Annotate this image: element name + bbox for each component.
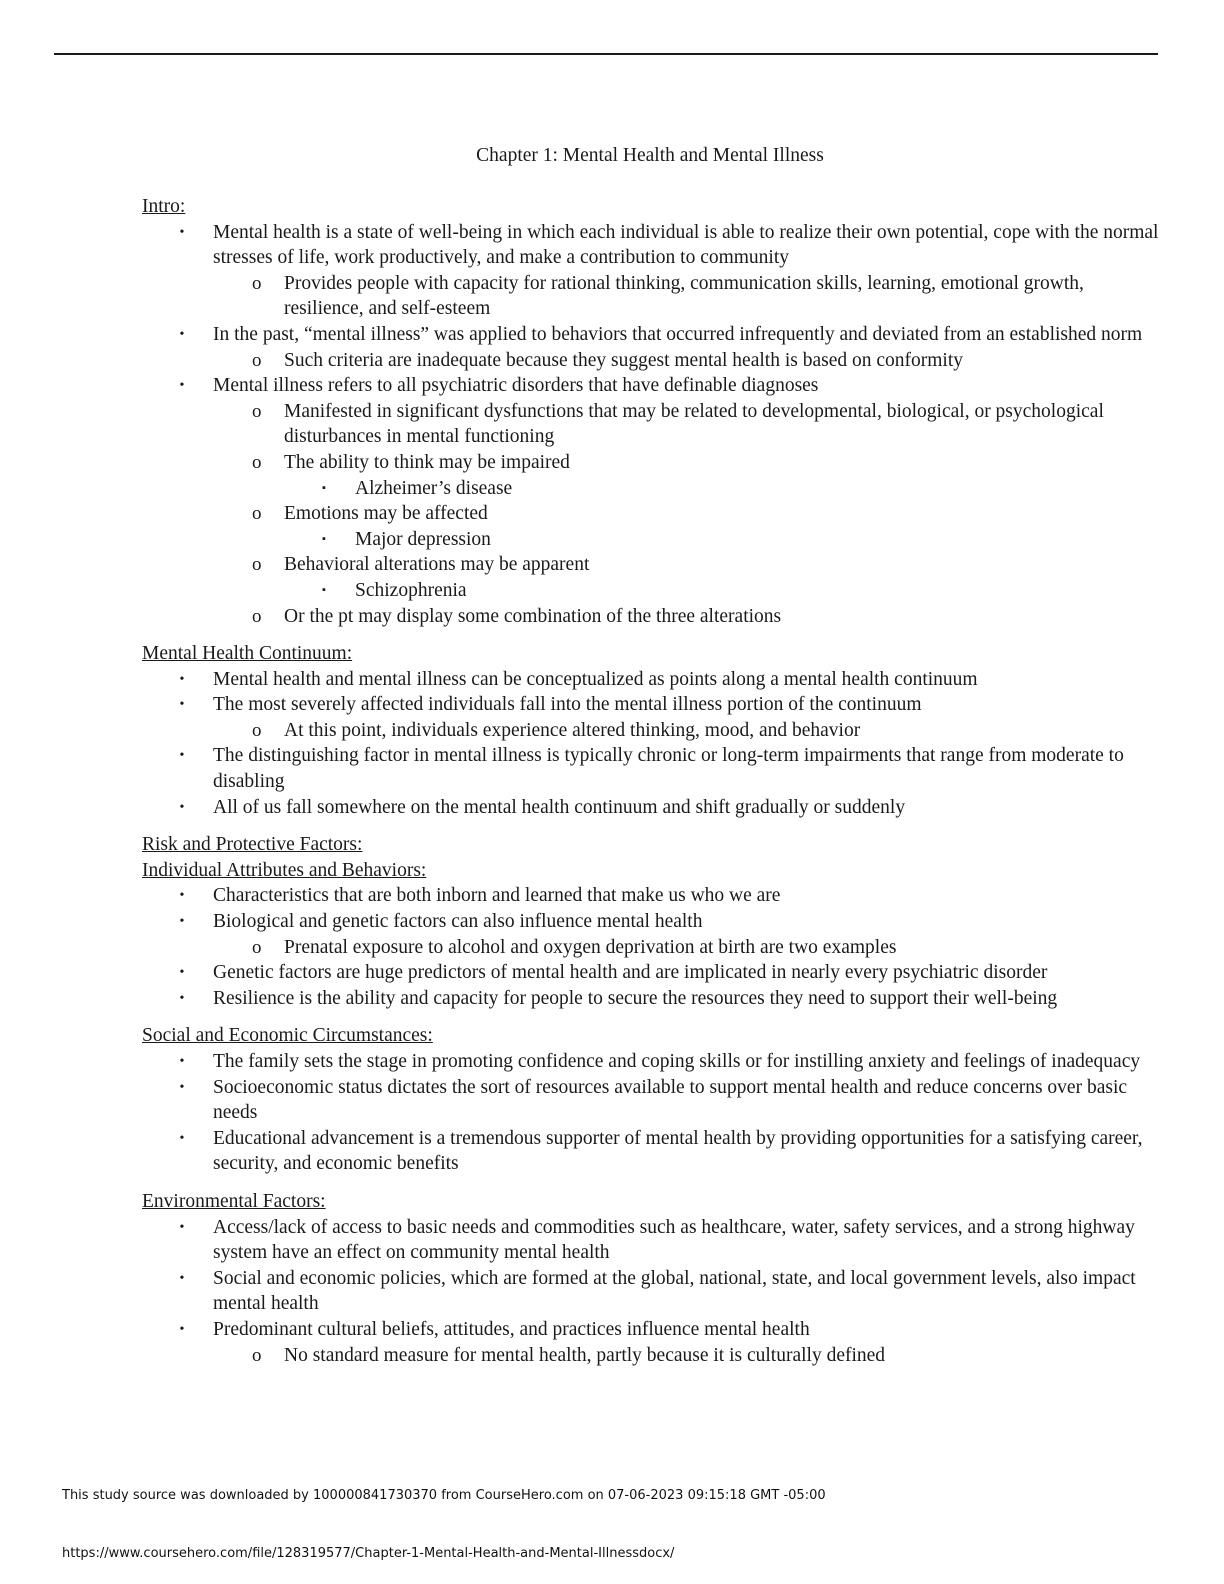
list-item-text: Access/lack of access to basic needs and commodities such as healthcare, water, safety services, and a strong highway system have an effect on community mental health bbox=[213, 1216, 1135, 1264]
bullet-icon: • bbox=[179, 748, 185, 764]
list-item bbox=[142, 220, 1162, 322]
bullet-icon: • bbox=[179, 378, 185, 394]
list-item-text: Social and economic policies, which are formed at the global, national, state, and local government levels, also impact mental health bbox=[213, 1267, 1136, 1315]
bullet-icon: • bbox=[179, 697, 185, 713]
bullet-icon: o bbox=[252, 1344, 262, 1366]
list-item-text: At this point, individuals experience altered thinking, mood, and behavior bbox=[284, 719, 861, 741]
list-item-text: Predominant cultural beliefs, attitudes, and practices influence mental health bbox=[213, 1318, 810, 1340]
list-item bbox=[142, 1126, 1162, 1177]
list-item bbox=[142, 667, 1162, 693]
bullet-list-level-2 bbox=[213, 1343, 1162, 1369]
bullet-icon: • bbox=[179, 1321, 185, 1337]
bullet-icon: • bbox=[179, 1270, 185, 1286]
bullet-list-level-3 bbox=[284, 527, 1162, 553]
list-item bbox=[284, 476, 1162, 502]
list-item bbox=[284, 578, 1162, 604]
bullet-icon: • bbox=[179, 888, 185, 904]
list-item-text: Provides people with capacity for rational thinking, communication skills, learning, emotional growth, resilience, and self-esteem bbox=[284, 272, 1084, 320]
header-rule bbox=[54, 53, 1158, 55]
list-item bbox=[142, 795, 1162, 821]
list-item-text: Mental health and mental illness can be conceptualized as points along a mental health continuum bbox=[213, 668, 978, 690]
list-item-text: Schizophrenia bbox=[355, 579, 467, 601]
list-item bbox=[142, 373, 1162, 629]
document-body bbox=[142, 194, 1162, 1368]
bullet-icon: o bbox=[252, 554, 262, 576]
bullet-icon: • bbox=[179, 965, 185, 981]
list-item-text: Socioeconomic status dictates the sort of resources available to support mental health and reduce concerns over basic needs bbox=[213, 1076, 1128, 1124]
bullet-list-level-3 bbox=[284, 578, 1162, 604]
bullet-list-level-2 bbox=[213, 935, 1162, 961]
list-item-text: Or the pt may display some combination of the three alterations bbox=[284, 605, 782, 627]
download-note: This study source was downloaded by 100000841730370 from CourseHero.com on 07-06-2023 09:15:18 GMT -05:00 bbox=[62, 1488, 826, 1503]
list-item-text: Genetic factors are huge predictors of mental health and are implicated in nearly every psychiatric disorder bbox=[213, 962, 1048, 984]
list-item-text: The most severely affected individuals fall into the mental illness portion of the continuum bbox=[213, 694, 922, 716]
bullet-icon: o bbox=[252, 349, 262, 371]
list-item-text: Resilience is the ability and capacity for people to secure the resources they need to support their well-being bbox=[213, 987, 1058, 1009]
list-item bbox=[213, 501, 1162, 552]
list-item-text: Mental health is a state of well-being in which each individual is able to realize their own potential, cope with the normal stresses of life, work productively, and make a contribution to community bbox=[213, 221, 1159, 269]
list-item bbox=[213, 935, 1162, 961]
list-item bbox=[213, 348, 1162, 374]
list-item bbox=[142, 1317, 1162, 1368]
bullet-list-level-1 bbox=[142, 667, 1162, 821]
bullet-list-level-2 bbox=[213, 718, 1162, 744]
list-item bbox=[213, 552, 1162, 603]
list-item bbox=[142, 1266, 1162, 1317]
list-item bbox=[213, 450, 1162, 501]
bullet-list-level-1 bbox=[142, 220, 1162, 630]
list-item-text: Prenatal exposure to alcohol and oxygen deprivation at birth are two examples bbox=[284, 936, 897, 958]
list-item-text: Such criteria are inadequate because they suggest mental health is based on conformity bbox=[284, 349, 964, 371]
bullet-icon: • bbox=[179, 1079, 185, 1095]
list-item bbox=[142, 692, 1162, 743]
section-heading: Risk and Protective Factors: bbox=[142, 834, 363, 856]
section-heading: Individual Attributes and Behaviors: bbox=[142, 859, 427, 881]
section bbox=[142, 832, 1162, 1011]
list-item-text: Mental illness refers to all psychiatric disorders that have definable diagnoses bbox=[213, 375, 819, 397]
bullet-icon: o bbox=[252, 272, 262, 294]
list-item-text: All of us fall somewhere on the mental health continuum and shift gradually or suddenly bbox=[213, 796, 906, 818]
list-item-text: In the past, “mental illness” was applied to behaviors that occurred infrequently and deviated from an established norm bbox=[213, 323, 1143, 345]
list-item bbox=[213, 1343, 1162, 1369]
list-item-text: No standard measure for mental health, partly because it is culturally defined bbox=[284, 1344, 886, 1366]
bullet-icon: o bbox=[252, 503, 262, 525]
section-heading: Mental Health Continuum: bbox=[142, 643, 353, 665]
list-item bbox=[142, 883, 1162, 909]
section bbox=[142, 641, 1162, 820]
list-item-text: Alzheimer’s disease bbox=[355, 477, 513, 499]
bullet-icon: • bbox=[179, 1130, 185, 1146]
section-heading: Social and Economic Circumstances: bbox=[142, 1025, 433, 1047]
bullet-icon: • bbox=[179, 224, 185, 240]
bullet-icon: • bbox=[179, 990, 185, 1006]
list-item bbox=[142, 1215, 1162, 1266]
list-item bbox=[142, 960, 1162, 986]
bullet-icon: o bbox=[252, 936, 262, 958]
list-item bbox=[142, 322, 1162, 373]
list-item bbox=[284, 527, 1162, 553]
bullet-list-level-3 bbox=[284, 476, 1162, 502]
bullet-icon: o bbox=[252, 400, 262, 422]
list-item-text: Biological and genetic factors can also influence mental health bbox=[213, 911, 703, 933]
bullet-icon: • bbox=[179, 799, 185, 815]
list-item-text: Characteristics that are both inborn and learned that make us who we are bbox=[213, 885, 781, 907]
bullet-icon: • bbox=[179, 1219, 185, 1235]
bullet-icon: ▪ bbox=[322, 583, 326, 596]
bullet-list-level-2 bbox=[213, 348, 1162, 374]
bullet-list-level-1 bbox=[142, 1215, 1162, 1369]
bullet-list-level-2 bbox=[213, 271, 1162, 322]
bullet-icon: o bbox=[252, 451, 262, 473]
bullet-list-level-2 bbox=[213, 399, 1162, 629]
list-item bbox=[142, 1075, 1162, 1126]
bullet-icon: • bbox=[179, 671, 185, 687]
bullet-icon: ▪ bbox=[322, 481, 326, 494]
list-item-text: Manifested in significant dysfunctions that may be related to developmental, biological, or psychological disturbances in mental functioning bbox=[284, 400, 1104, 448]
bullet-icon: • bbox=[179, 914, 185, 930]
document-title: Chapter 1: Mental Health and Mental Illness bbox=[476, 145, 824, 166]
bullet-icon: o bbox=[252, 719, 262, 741]
list-item bbox=[213, 399, 1162, 450]
list-item-text: The distinguishing factor in mental illness is typically chronic or long-term impairments that range from moderate to disabling bbox=[213, 745, 1124, 793]
list-item bbox=[142, 743, 1162, 794]
bullet-list-level-1 bbox=[142, 1049, 1162, 1177]
list-item-text: Emotions may be affected bbox=[284, 503, 488, 525]
bullet-icon: • bbox=[179, 1054, 185, 1069]
section-heading: Intro: bbox=[142, 196, 186, 217]
list-item-text: The family sets the stage in promoting confidence and coping skills or for instilling anxiety and feelings of inadequacy bbox=[213, 1051, 1141, 1072]
bullet-list-level-1 bbox=[142, 883, 1162, 1011]
list-item-text: Educational advancement is a tremendous supporter of mental health by providing opportunities for a satisfying career, security, and economic benefits bbox=[213, 1127, 1143, 1175]
list-item bbox=[213, 604, 1162, 630]
list-item bbox=[142, 1049, 1162, 1075]
list-item bbox=[142, 909, 1162, 960]
list-item bbox=[213, 718, 1162, 744]
list-item bbox=[142, 986, 1162, 1012]
bullet-icon: o bbox=[252, 605, 262, 627]
source-url[interactable]: https://www.coursehero.com/file/128319577/Chapter-1-Mental-Health-and-Mental-Illnessdocx/ bbox=[62, 1546, 675, 1561]
bullet-icon: • bbox=[179, 326, 185, 342]
list-item-text: Major depression bbox=[355, 528, 491, 550]
section-heading: Environmental Factors: bbox=[142, 1190, 326, 1212]
section bbox=[142, 1189, 1162, 1368]
list-item-text: Behavioral alterations may be apparent bbox=[284, 554, 590, 576]
list-item bbox=[213, 271, 1162, 322]
bullet-icon: ▪ bbox=[322, 532, 326, 545]
list-item-text: The ability to think may be impaired bbox=[284, 451, 570, 473]
section bbox=[142, 1023, 1162, 1177]
section bbox=[142, 194, 1162, 629]
